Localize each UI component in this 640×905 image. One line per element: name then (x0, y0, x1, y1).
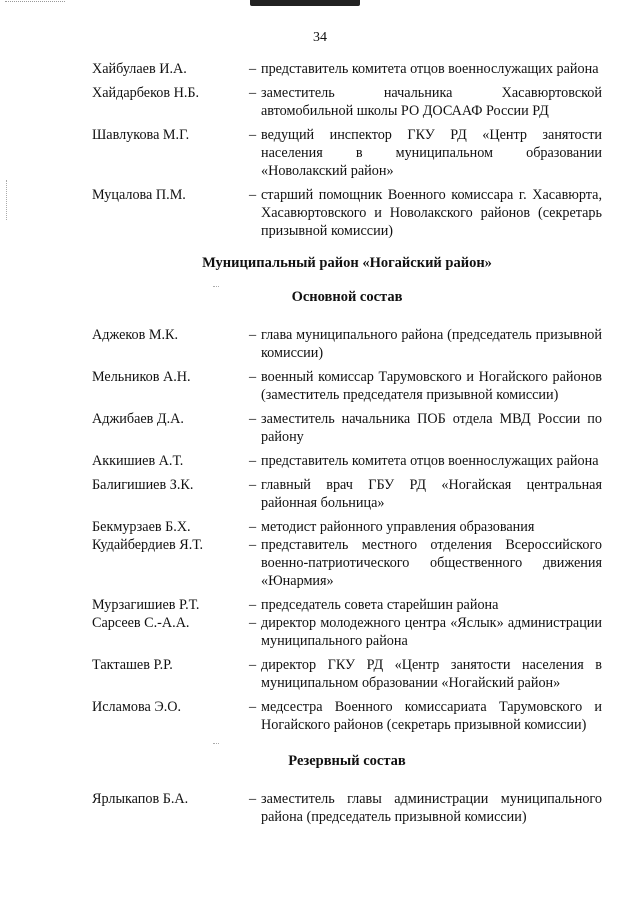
member-name: Сарсеев С.-А.А. (92, 615, 190, 631)
dash: – (249, 411, 257, 427)
member-name: Балигишиев З.К. (92, 477, 194, 493)
member-role: директор ГКУ РД «Центр занятости населения в муниципальном образовании «Ногайский район» (261, 657, 602, 691)
dash: – (249, 327, 257, 343)
list-item (92, 326, 602, 362)
document-body (92, 60, 602, 832)
main-composition-heading: Основной состав (291, 289, 403, 305)
list-item (92, 596, 602, 614)
member-role: директор молодежного центра «Яслык» администрации муниципального района (261, 615, 602, 649)
list-item (92, 126, 602, 180)
member-role: заместитель главы администрации муниципального района (председатель призывной комиссии) (261, 791, 602, 825)
dash: – (249, 615, 257, 631)
list-item (92, 518, 602, 536)
dash: – (249, 699, 257, 715)
member-role: представитель местного отделения Всероссийского военно-патриотического общественного движения «Юнармия» (261, 537, 602, 589)
list-item (92, 410, 602, 446)
member-role: главный врач ГБУ РД «Ногайская центральная районная больница» (261, 477, 602, 511)
member-name: Хайдарбеков Н.Б. (92, 85, 200, 101)
member-role: представитель комитета отцов военнослужащих района (261, 61, 599, 77)
scan-artifact-left (6, 180, 8, 220)
list-item (92, 60, 602, 78)
scan-artifact-corner (5, 1, 65, 3)
list-item (92, 790, 602, 826)
member-name: Аккишиев А.Т. (92, 453, 184, 469)
member-name: Мельников А.Н. (92, 369, 191, 385)
reserve-list (92, 790, 602, 826)
scan-artifact-top (250, 0, 360, 6)
member-role: медсестра Военного комиссариата Тарумовского и Ногайского районов (секретарь призывной комиссии) (261, 699, 602, 733)
member-name: Аджеков М.К. (92, 327, 179, 343)
main-list (92, 326, 602, 734)
dash: – (249, 369, 257, 385)
member-role: представитель комитета отцов военнослужащих района (261, 453, 599, 469)
member-name: Кудайбердиев Я.Т. (92, 537, 204, 553)
top-list (92, 60, 602, 240)
member-name: Аджибаев Д.А. (92, 411, 184, 427)
district-heading: Муниципальный район «Ногайский район» (202, 255, 492, 271)
member-name: Мурзагишиев Р.Т. (92, 597, 200, 613)
member-role: военный комиссар Тарумовского и Ногайского районов (заместитель председателя призывной комиссии) (261, 369, 602, 403)
member-name: Хайбулаев И.А. (92, 61, 187, 77)
dash: – (249, 61, 257, 77)
list-item (92, 698, 602, 734)
dash: – (249, 127, 257, 143)
list-item (92, 452, 602, 470)
member-role: старший помощник Военного комиссара г. Хасавюрта, Хасавюртовского и Новолакского районов (секретарь призывной комиссии) (261, 187, 602, 239)
member-role: заместитель начальника Хасавюртовской автомобильной школы РО ДОСААФ России РД (261, 85, 602, 119)
member-name: Ярлыкапов Б.А. (92, 791, 189, 807)
dash: – (249, 519, 257, 535)
member-role: заместитель начальника ПОБ отдела МВД России по району (261, 411, 602, 445)
dash: – (249, 537, 257, 553)
list-item (92, 614, 602, 650)
dash: – (249, 791, 257, 807)
reserve-composition-heading: Резервный состав (288, 753, 406, 769)
dash: – (249, 453, 257, 469)
dash: – (249, 187, 257, 203)
list-item (92, 536, 602, 590)
member-name: Бекмурзаев Б.Х. (92, 519, 191, 535)
dash: – (249, 85, 257, 101)
member-role: ведущий инспектор ГКУ РД «Центр занятости населения в муниципальном образовании «Новолакский район» (261, 127, 602, 179)
member-name: Муцалова П.М. (92, 187, 186, 203)
member-name: Шавлукова М.Г. (92, 127, 190, 143)
list-item (92, 656, 602, 692)
list-item (92, 186, 602, 240)
member-role: председатель совета старейшин района (261, 597, 499, 613)
list-item (92, 84, 602, 120)
member-role: методист районного управления образования (261, 519, 535, 535)
list-item (92, 476, 602, 512)
dash: – (249, 657, 257, 673)
dash: – (249, 597, 257, 613)
member-role: глава муниципального района (председатель призывной комиссии) (261, 327, 602, 361)
dash: – (249, 477, 257, 493)
member-name: Исламова Э.О. (92, 699, 182, 715)
member-name: Такташев Р.Р. (92, 657, 173, 673)
list-item (92, 368, 602, 404)
page-number: 34 (313, 30, 327, 45)
